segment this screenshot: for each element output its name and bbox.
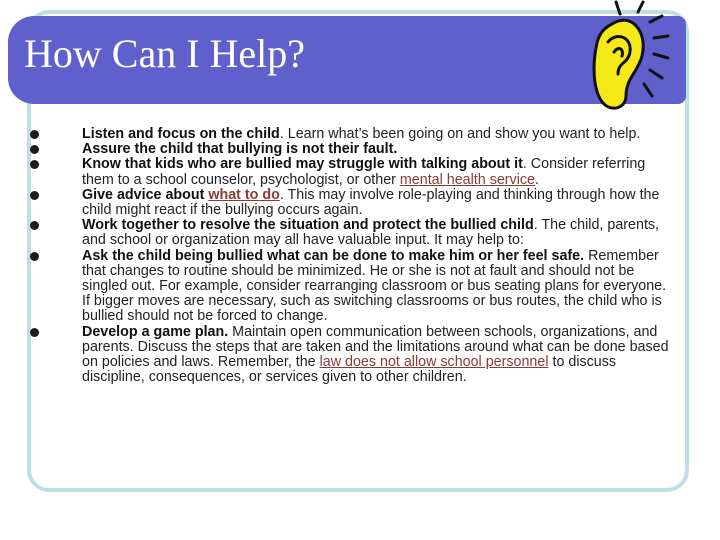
bullet-list	[30, 127, 670, 385]
item-heading: Give advice about	[82, 186, 209, 203]
item-heading: Know that kids who are bullied may struggle with talking about it	[82, 156, 523, 173]
ear-icon	[578, 0, 678, 120]
bullet-dot	[30, 130, 39, 139]
list-item	[30, 249, 670, 325]
list-item	[30, 142, 670, 157]
law-link[interactable]: law does not allow school personnel	[319, 354, 549, 371]
list-item	[30, 218, 670, 248]
bullet-dot	[30, 160, 39, 169]
item-text: Maintain open communication between schools, organizations, and parents. Discuss the steps that are taken and the limitations around what can be done based on policies and laws. Remember, the	[82, 323, 669, 371]
list-item	[30, 127, 670, 142]
bullet-dot	[30, 252, 39, 261]
item-heading: Listen and focus on the child	[82, 126, 280, 142]
item-text: . Consider referring them to a school counselor, psychologist, or other	[82, 156, 646, 188]
bullet-dot	[30, 328, 39, 337]
what-to-do-link[interactable]: what to do	[208, 186, 280, 203]
item-heading: Ask the child being bullied what can be done to make him or her feel safe.	[82, 247, 585, 264]
item-text-after: .	[535, 171, 539, 188]
bullet-dot	[30, 221, 39, 230]
list-item	[30, 325, 670, 386]
item-text: . The child, parents, and school or organization may all have valuable input. It may help to:	[82, 217, 660, 249]
slide-title: How Can I Help?	[24, 31, 306, 76]
item-text: Remember that changes to routine should be minimized. He or she is not at fault and should not be singled out. For example, consider rearranging classroom or bus seating plans for everyone. If bigger moves are necessary, such as switching classrooms or bus routes, the child who is bullied should not be forced to change.	[82, 247, 667, 325]
list-item	[30, 157, 670, 187]
item-heading: Assure the child that bullying is not their fault.	[82, 141, 398, 158]
mental-health-service-link[interactable]: mental health service	[399, 171, 535, 188]
list-item	[30, 188, 670, 218]
item-text: . This may involve role-playing and thinking through how the child might react if the bullying occurs again.	[82, 186, 660, 219]
item-text: . Learn what’s been going on and show you want to help.	[279, 126, 641, 142]
bullet-dot	[30, 145, 39, 154]
item-heading: Develop a game plan.	[82, 323, 229, 340]
item-heading: Work together to resolve the situation and protect the bullied child	[82, 217, 534, 234]
item-text-after: to discuss discipline, consequences, or services given to other children.	[82, 354, 617, 386]
bullet-dot	[30, 191, 39, 200]
